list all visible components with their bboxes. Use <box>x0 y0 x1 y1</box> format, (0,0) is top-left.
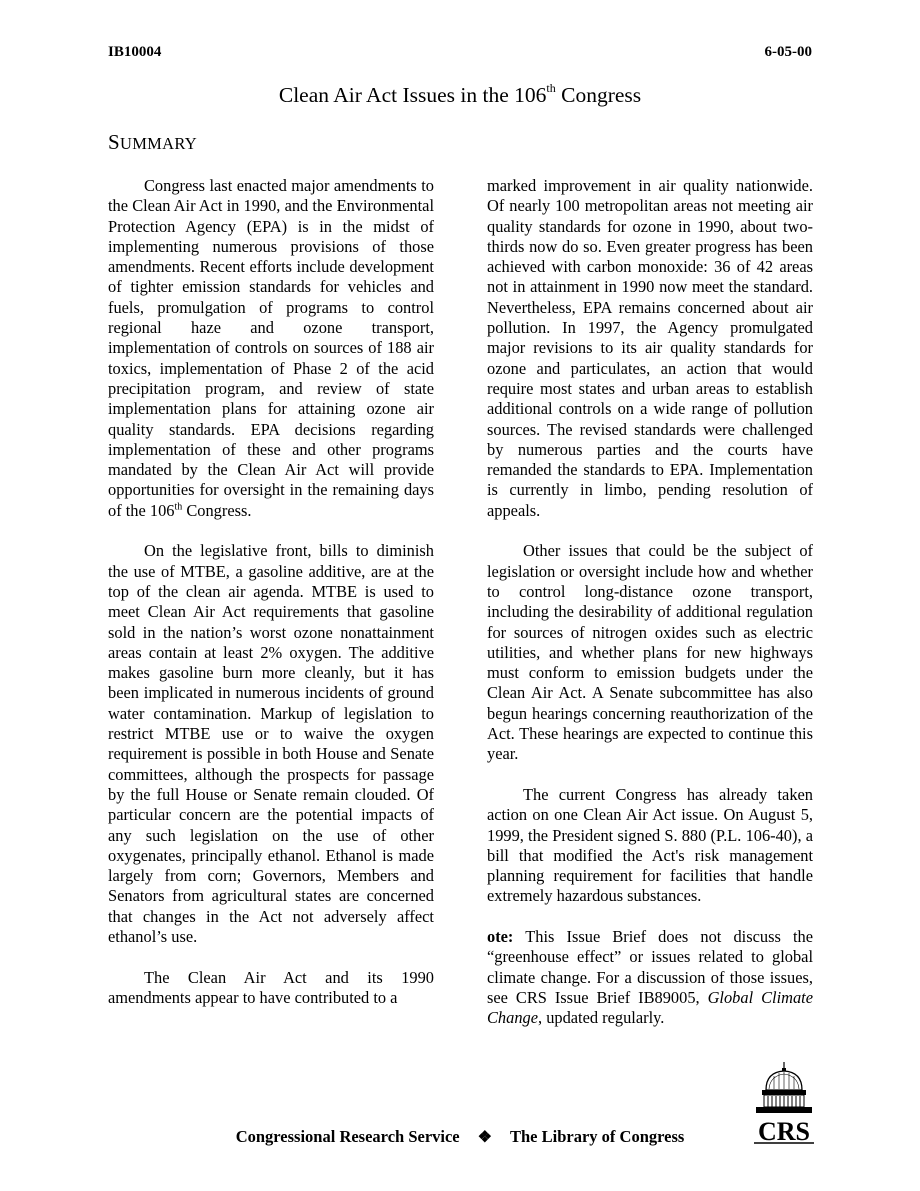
title-main: Clean Air Act Issues in the 106 <box>278 83 547 108</box>
left-column <box>108 176 434 1028</box>
right-column <box>487 176 813 1049</box>
title-superscript: th <box>546 81 556 95</box>
summary-heading <box>108 130 197 155</box>
paragraph-other-issues: Other issues that could be the subject of legislation or oversight include how and whether to control long-distance ozone transport, including the desirability of additional regulation for sources of nitrogen oxides such as electric utilities, and whether plans for new highways must conform to emission budgets under the Clean Air Act. A Senate subcommittee has also begun hearings concerning reauthorization of the Act. These hearings are expected to continue this year. <box>487 541 813 764</box>
overview-tail: Congress. <box>182 500 252 520</box>
diamond-ornament-icon: ❖ <box>477 1129 492 1146</box>
note-paragraph <box>487 927 813 1028</box>
document-id: IB10004 <box>108 44 162 60</box>
paragraph-mtbe: On the legislative front, bills to diminish the use of MTBE, a gasoline additive, are at the top of the clean air agenda. MTBE is used to meet Clean Air Act requirements that gasoline sold in the nation’s worst ozone nonattainment areas contain at least 2% oxygen. The additive makes gasoline burn more cleanly, but it has been implicated in numerous incidents of ground water contamination. Markup of legislation to restrict MTBE use or to waive the oxygen requirement is possible in both House and Senate committees, although the prospects for passage by the full House or Senate remain clouded. Of particular concern are the potential impacts of any such legislation on the use of other oxygenates, principally ethanol. Ethanol is made largely from corn; Governors, Members and Senators from agricultural states are concerned that changes in the Act not adversely affect ethanol’s use. <box>108 541 434 946</box>
overview-text: Congress last enacted major amendments to the Clean Air Act in 1990, and the Environmental Protection Agency (EPA) is in the midst of implementing numerous provisions of those amendments. Recent efforts include development of tighter emission standards for vehicles and fuels, promulgation of programs to control regional haze and ozone transport, implementation of controls on sources of 188 air toxics, implementation of Phase 2 of the acid precipitation program, and review of state implementation plans for attaining ozone air quality standards. EPA decisions regarding implementation of these and other programs mandated by the Clean Air Act will provide opportunities for oversight in the remaining days of the 106 <box>108 176 434 520</box>
crs-logo-text: CRS <box>757 1117 811 1146</box>
paragraph-current-congress: The current Congress has already taken action on one Clean Air Act issue. On August 5, 1999, the President signed S. 880 (P.L. 106-40), a bill that modified the Act's risk management planning requirement for facilities that handle extremely hazardous substances. <box>487 784 813 906</box>
crs-capitol-logo-icon <box>752 1060 816 1146</box>
document-date: 6-05-00 <box>764 44 812 60</box>
note-text: This Issue Brief does not discuss the “greenhouse effect” or issues related to global climate change. For a discussion of those issues, see CRS Issue Brief IB89005, <box>487 926 813 1007</box>
overview-superscript: th <box>174 501 183 513</box>
page-title <box>0 83 920 108</box>
note-label: ote: <box>487 926 514 946</box>
note-citation-title: Global Climate Change <box>487 987 813 1028</box>
footer-crs: Congressional Research Service <box>235 1127 460 1146</box>
title-tail: Congress <box>555 83 642 108</box>
paragraph-air-quality-start: The Clean Air Act and its 1990 amendments appear to have contributed to a <box>108 967 434 1007</box>
note-tail: , updated regularly. <box>538 1008 665 1028</box>
footer-library: The Library of Congress <box>509 1127 685 1146</box>
paragraph-overview <box>108 176 434 521</box>
paragraph-air-quality-cont: marked improvement in air quality nationwide. Of nearly 100 metropolitan areas not meeting air quality standards for ozone in 1990, about two-thirds now do so. Even greater progress has been achieved with carbon monoxide: 36 of 42 areas not in attainment in 1990 now meet the standard. Nevertheless, EPA remains concerned about air pollution. In 1997, the Agency promulgated major revisions to its air quality standards for ozone and particulates, an action that would require most states and urban areas to establish additional controls on a wide range of pollution sources. The revised standards were challenged by numerous parties and the courts have remanded the standards to EPA. Implementation is currently in limbo, pending resolution of appeals. <box>487 176 813 520</box>
summary-heading-initial: S <box>108 130 120 154</box>
summary-heading-rest: UMMARY <box>119 134 197 153</box>
